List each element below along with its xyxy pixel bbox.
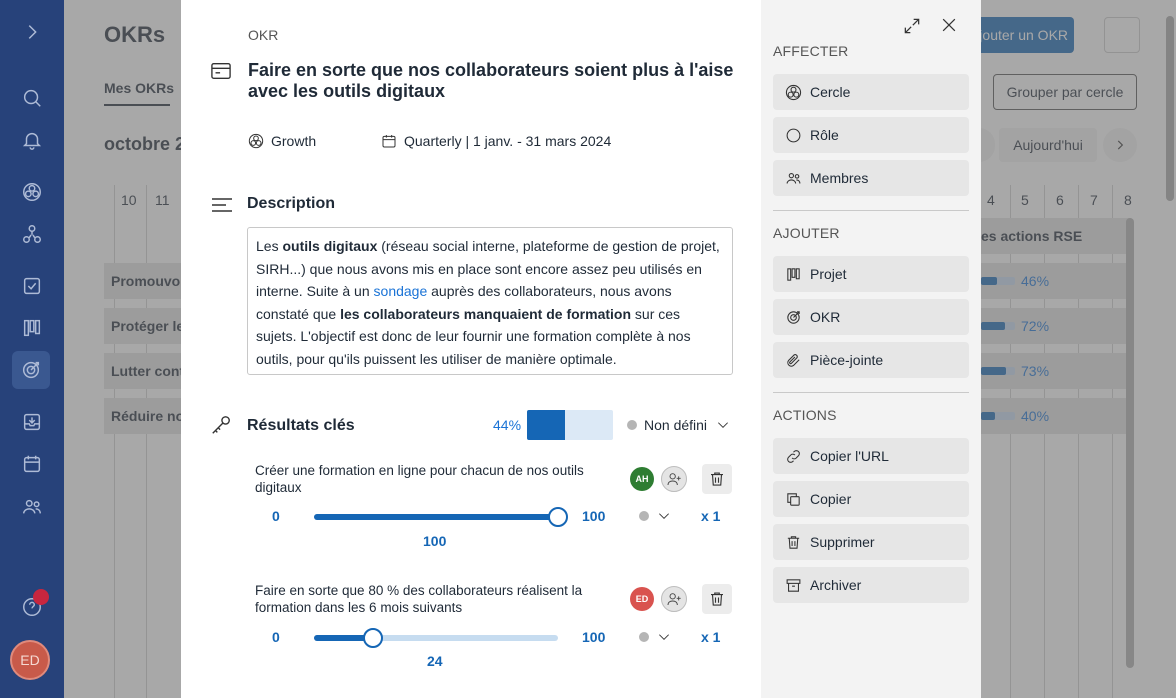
okr-title[interactable]: Faire en sorte que nos collaborateurs soient plus à l'aise avec les outils digitaux [248,60,734,101]
key-results-heading: Résultats clés [247,417,355,434]
divider [773,392,969,393]
copy-button[interactable] [773,481,969,517]
delete-button[interactable] [773,524,969,560]
button-label: Archiver [810,577,862,593]
overall-progress-bar [527,410,613,440]
inbox-icon[interactable] [18,408,46,436]
kr-slider-handle[interactable] [548,507,568,527]
kr-current-value: 24 [427,653,443,669]
calendar-icon [381,133,397,154]
card-icon [210,61,232,86]
status-dot [627,420,637,430]
description-text: Les [256,238,283,254]
add-user-icon [666,591,682,607]
description-bold: les collaborateurs manquaient de formation [340,305,632,322]
checklist-icon[interactable] [18,272,46,300]
kr-weight[interactable]: x 1 [701,629,721,645]
button-label: Pièce-jointe [810,352,884,368]
kr-start-value[interactable]: 0 [272,629,280,645]
bell-icon[interactable] [18,126,46,154]
description-text: auprès des collaborateurs, nous avons constaté que [256,283,672,322]
members-icon [785,170,802,187]
expand-nav-icon[interactable] [18,18,46,46]
description-text: sur ces sujets. L'objectif est donc de leur fournir une formation complète à nos outils, pour qu'ils puissent les utiliser de manière optimale. [256,305,691,367]
survey-link[interactable]: sondage [373,283,428,299]
assign-member-button[interactable] [661,586,687,612]
actions-heading: ACTIONS [773,407,837,423]
trash-icon [708,590,726,608]
key-result-title[interactable]: Créer une formation en ligne pour chacun de nos outils digitaux [255,463,584,495]
kr-status-dot [639,511,649,521]
kr-current-value: 100 [423,533,447,549]
add-heading: AJOUTER [773,225,840,241]
description-bold: outils digitaux [282,238,378,254]
close-icon[interactable] [939,15,959,40]
kr-slider-handle[interactable] [363,628,383,648]
add-project-button[interactable] [773,256,969,292]
button-label: Cercle [810,84,851,100]
delete-key-result-button[interactable] [702,464,732,494]
assign-members-button[interactable] [773,160,969,196]
kr-slider-fill [314,514,558,520]
description-text: (réseau social interne, plateforme de gestion de projet, SIRH...) que nous avons mis en place sont encore assez peu utilisés en interne. Suite à un [256,238,720,299]
copy-url-button[interactable] [773,438,969,474]
chevron-down-icon[interactable] [657,509,671,528]
okr-target-icon[interactable] [12,351,50,389]
kr-progress-slider[interactable] [314,635,558,641]
button-label: OKR [810,309,841,325]
kanban-icon[interactable] [18,314,46,342]
archive-icon [785,577,802,594]
kr-target-value[interactable]: 100 [582,508,606,524]
circles-icon[interactable] [18,178,46,206]
circle-icon [785,84,802,101]
paperclip-icon [785,352,802,369]
button-label: Copier [810,491,852,507]
notification-badge [33,589,49,605]
key-result-title[interactable]: Faire en sorte que 80 % des collaborateurs réalisent la formation dans les 6 mois suivants [255,583,583,615]
archive-button[interactable] [773,567,969,603]
status-select[interactable]: Non défini [644,417,708,433]
button-label: Rôle [810,127,839,143]
expand-icon[interactable] [902,16,922,41]
okr-period[interactable]: Quarterly | 1 janv. - 31 mars 2024 [404,133,612,149]
delete-key-result-button[interactable] [702,584,732,614]
kr-start-value[interactable]: 0 [272,508,280,524]
assign-circle-button[interactable] [773,74,969,110]
trash-icon [785,534,802,551]
add-okr-button[interactable] [773,299,969,335]
description-editor[interactable] [247,227,733,375]
assign-member-button[interactable] [661,466,687,492]
role-icon [785,127,802,144]
chevron-down-icon[interactable] [657,630,671,649]
members-icon[interactable] [18,493,46,521]
okr-circle[interactable]: Growth [271,133,317,149]
button-label: Supprimer [810,534,875,550]
button-label: Projet [810,266,847,282]
button-label: Membres [810,170,869,186]
add-user-icon [666,471,682,487]
kr-weight[interactable]: x 1 [701,508,721,524]
kr-progress-slider[interactable] [314,514,558,520]
add-attachment-button[interactable] [773,342,969,378]
key-icon [210,414,232,441]
assign-role-button[interactable] [773,117,969,153]
chevron-down-icon[interactable] [716,418,730,437]
overall-progress-fill [527,410,565,440]
roles-icon[interactable] [18,220,46,248]
divider [773,210,969,211]
link-icon [785,448,802,465]
breadcrumb[interactable]: OKR [248,27,279,43]
circle-icon [248,133,264,154]
overall-progress-label: 44% [493,417,522,433]
owner-avatar[interactable]: ED [630,587,654,611]
kanban-icon [785,266,802,283]
assign-heading: AFFECTER [773,43,849,59]
okr-target-icon [785,309,802,326]
kr-target-value[interactable]: 100 [582,629,606,645]
left-navigation [0,0,64,698]
search-icon[interactable] [18,84,46,112]
description-heading: Description [247,195,336,212]
copy-icon [785,491,802,508]
trash-icon [708,470,726,488]
kr-status-dot [639,632,649,642]
button-label: Copier l'URL [810,448,889,464]
calendar-icon[interactable] [18,450,46,478]
text-lines-icon [210,196,234,219]
owner-avatar[interactable]: AH [630,467,654,491]
user-avatar[interactable]: ED [10,640,50,680]
